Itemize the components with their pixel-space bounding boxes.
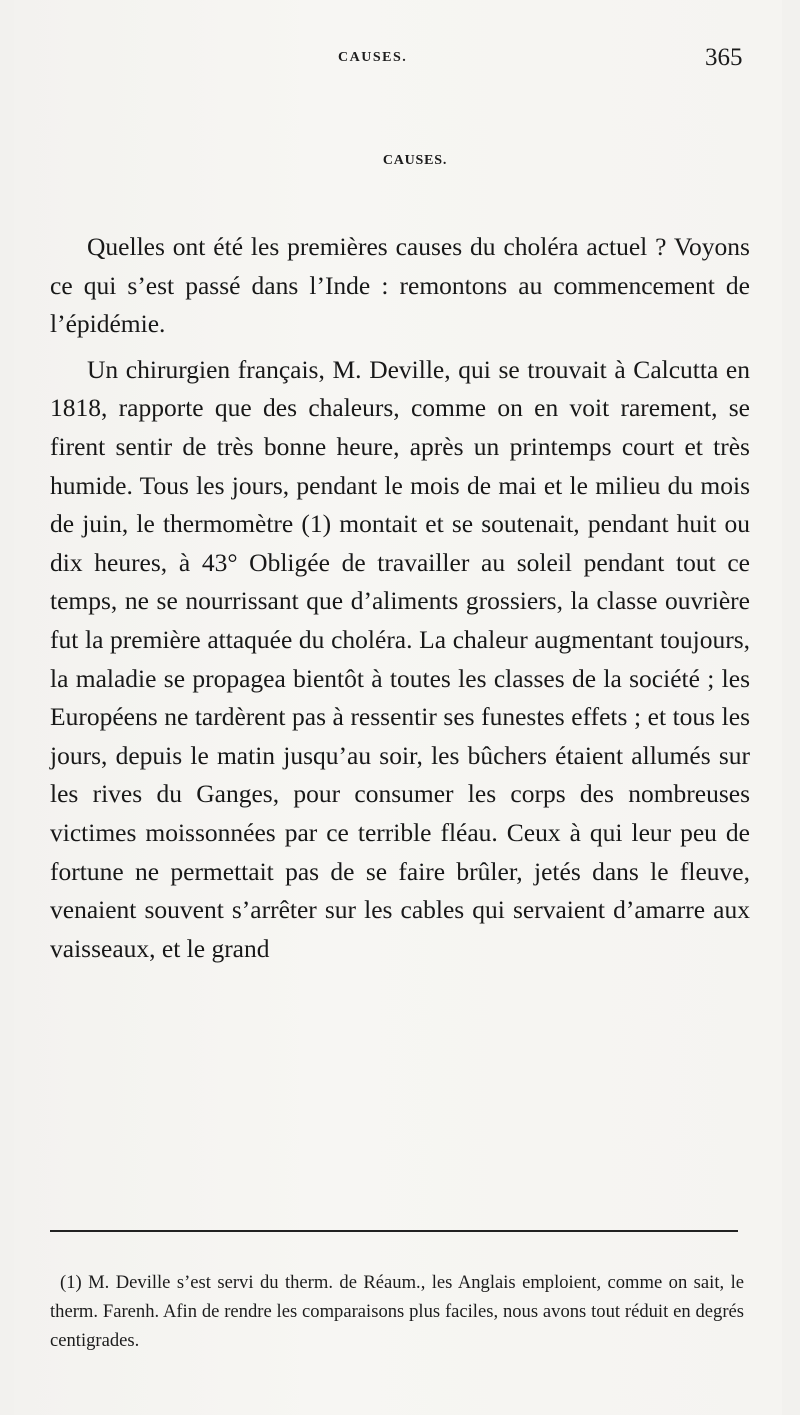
page-header <box>0 40 800 80</box>
page-number: 365 <box>705 44 743 71</box>
footnote-rule <box>50 1230 738 1232</box>
section-title: CAUSES. <box>382 153 448 168</box>
footnote <box>50 1268 744 1355</box>
running-head: CAUSES. <box>338 50 408 65</box>
footnote-text: (1) M. Deville s’est servi du therm. de Réaum., les Anglais emploient, comme on sait, le therm. Farenh. Afin de rendre les comparaisons plus faciles, nous avons tout réduit en degrés centigrades. <box>50 1272 744 1351</box>
paragraph-1: Quelles ont été les premières causes du choléra actuel ? Voyons ce qui s’est passé dans l’Inde : remontons au commencement de l’épidémie. <box>50 232 750 339</box>
paragraph-2: Un chirurgien français, M. Deville, qui se trouvait à Calcutta en 1818, rapporte que des chaleurs, comme on en voit rarement, se firent sentir de très bonne heure, après un printemps court et très humide. Tous les jours, pendant le mois de mai et le milieu du mois de juin, le thermomètre (1) montait et se soutenait, pendant huit ou dix heures, à 43° Obligée de travailler au soleil pendant tout ce temps, ne se nourrissant que d’aliments grossiers, la classe ouvrière fut la première attaquée du choléra. La chaleur augmentant toujours, la maladie se propagea bientôt à toutes les classes de la société ; les Européens ne tardèrent pas à ressentir ses funestes effets ; et tous les jours, depuis le matin jusqu’au soir, les bûchers étaient allumés sur les rives du Ganges, pour consumer les corps des nombreuses victimes moissonnées par ce terrible fléau. Ceux à qui leur peu de fortune ne permettait pas de se faire brûler, jetés dans le fleuve, venaient souvent s’arrêter sur les cables qui servaient d’amarre aux vaisseaux, et le grand <box>50 354 750 963</box>
body-text <box>50 228 750 968</box>
